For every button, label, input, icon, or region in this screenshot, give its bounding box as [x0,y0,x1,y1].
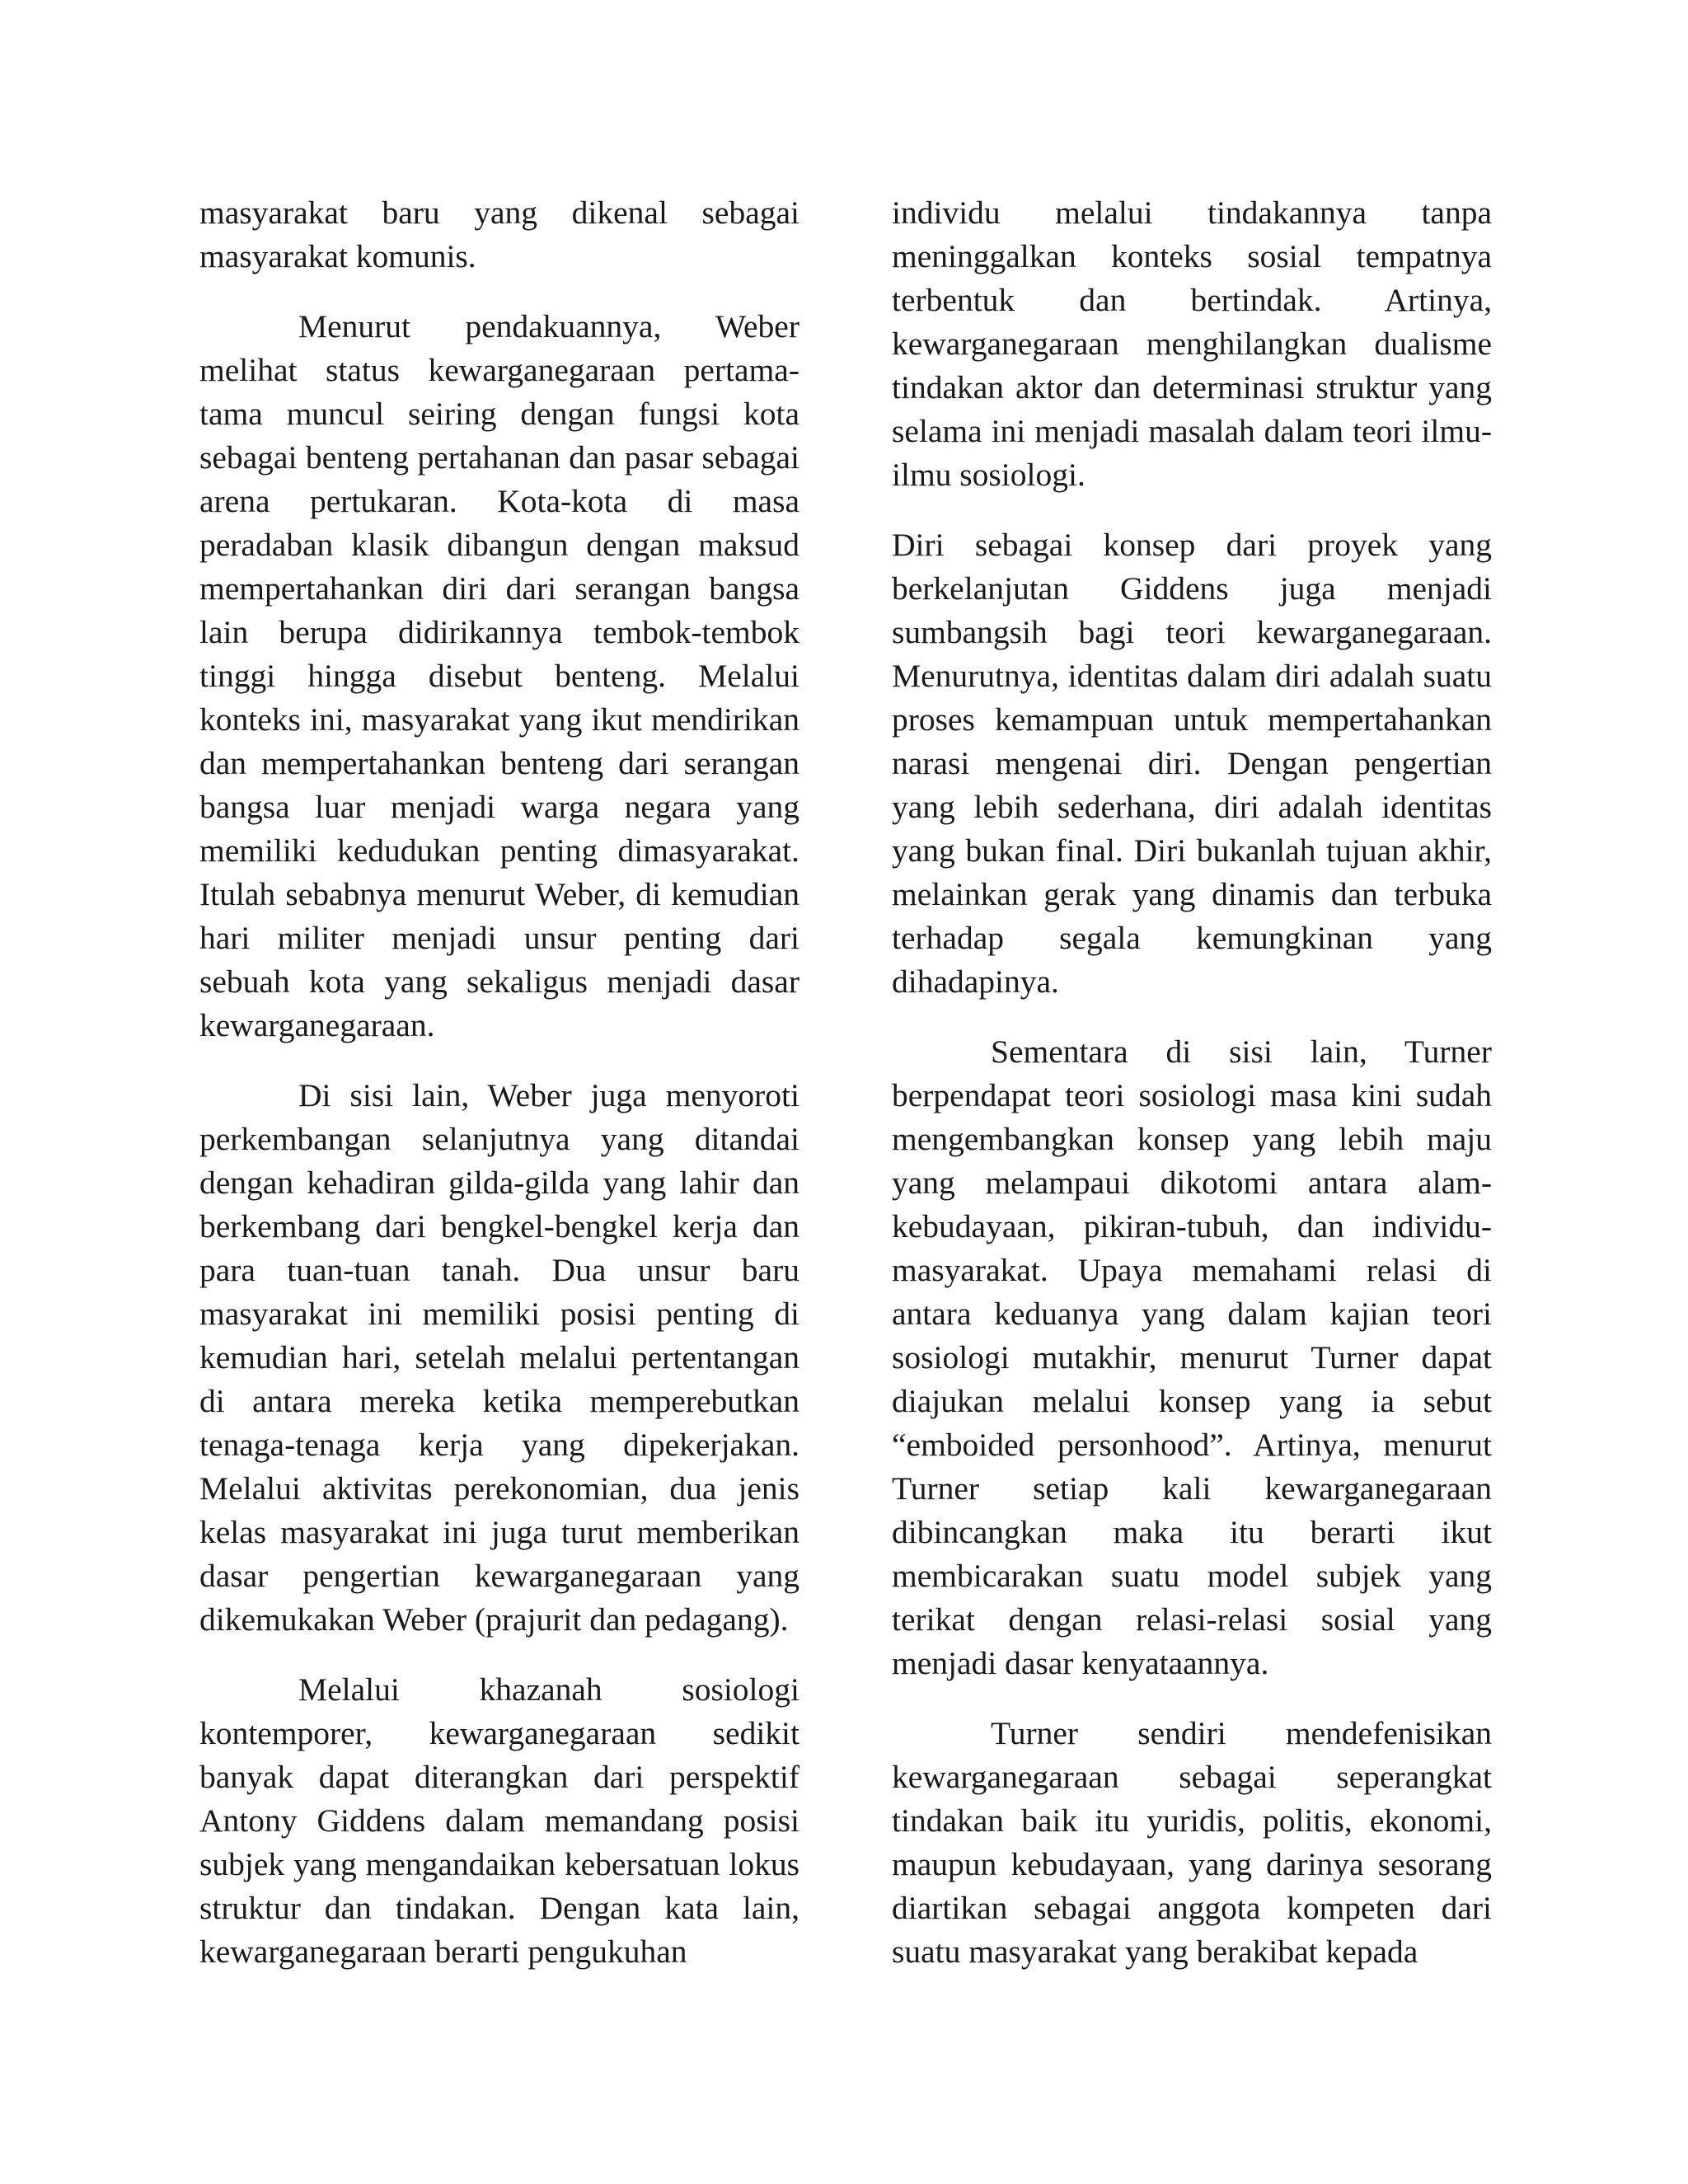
left-column [199,191,799,2000]
paragraph: Menurut pendakuannya, Weber melihat status kewarganegaraan pertama-tama muncul seiring dengan fungsi kota sebagai benteng pertahanan dan pasar sebagai arena pertukaran. Kota-kota di masa peradaban klasik dibangun dengan maksud mempertahankan diri dari serangan bangsa lain berupa didirikannya tembok-tembok tinggi hingga disebut benteng. Melalui konteks ini, masyarakat yang ikut mendirikan dan mempertahankan benteng dari serangan bangsa luar menjadi warga negara yang memiliki kedudukan penting dimasyarakat. Itulah sebabnya menurut Weber, di kemudian hari militer menjadi unsur penting dari sebuah kota yang sekaligus menjadi dasar kewarganegaraan. [199,308,799,1043]
paragraph: individu melalui tindakannya tanpa meninggalkan konteks sosial tempatnya terbentuk dan bertindak. Artinya, kewarganegaraan menghilangkan dualisme tindakan aktor dan determinasi struktur yang selama ini menjadi masalah dalam teori ilmu-ilmu sosiologi. [892,194,1492,493]
paragraph: Sementara di sisi lain, Turner berpendapat teori sosiologi masa kini sudah mengembangkan konsep yang lebih maju yang melampaui dikotomi antara alam-kebudayaan, pikiran-tubuh, dan individu-masyarakat. Upaya memahami relasi di antara keduanya yang dalam kajian teori sosiologi mutakhir, menurut Turner dapat diajukan melalui konsep yang ia sebut “emboided personhood”. Artinya, menurut Turner setiap kali kewarganegaraan dibincangkan maka itu berarti ikut membicarakan suatu model subjek yang terikat dengan relasi-relasi sosial yang menjadi dasar kenyataannya. [892,1033,1492,1681]
paragraph: Di sisi lain, Weber juga menyoroti perkembangan selanjutnya yang ditandai dengan kehadiran gilda-gilda yang lahir dan berkembang dari bengkel-bengkel kerja dan para tuan-tuan tanah. Dua unsur baru masyarakat ini memiliki posisi penting di kemudian hari, setelah melalui pertentangan di antara mereka ketika memperebutkan tenaga-tenaga kerja yang dipekerjakan. Melalui aktivitas perekonomian, dua jenis kelas masyarakat ini juga turut memberikan dasar pengertian kewarganegaraan yang dikemukakan Weber (prajurit dan pedagang). [199,1077,799,1638]
paragraph: masyarakat baru yang dikenal sebagai masyarakat komunis. [199,194,799,274]
paragraph: Melalui khazanah sosiologi kontemporer, kewarganegaraan sedikit banyak dapat diterangkan dari perspektif Antony Giddens dalam memandang posisi subjek yang mengandaikan kebersatuan lokus struktur dan tindakan. Dengan kata lain, kewarganegaraan berarti pengukuhan [199,1671,799,1970]
paragraph: Diri sebagai konsep dari proyek yang berkelanjutan Giddens juga menjadi sumbangsih bagi teori kewarganegaraan. Menurutnya, identitas dalam diri adalah suatu proses kemampuan untuk mempertahankan narasi mengenai diri. Dengan pengertian yang lebih sederhana, diri adalah identitas yang bukan final. Diri bukanlah tujuan akhir, melainkan gerak yang dinamis dan terbuka terhadap segala kemungkinan yang dihadapinya. [892,527,1492,1000]
paragraph: Turner sendiri mendefenisikan kewarganegaraan sebagai seperangkat tindakan baik itu yuridis, politis, ekonomi, maupun kebudayaan, yang darinya sesorang diartikan sebagai anggota kompeten dari suatu masyarakat yang berakibat kepada [892,1715,1492,1970]
right-column [892,191,1492,2000]
